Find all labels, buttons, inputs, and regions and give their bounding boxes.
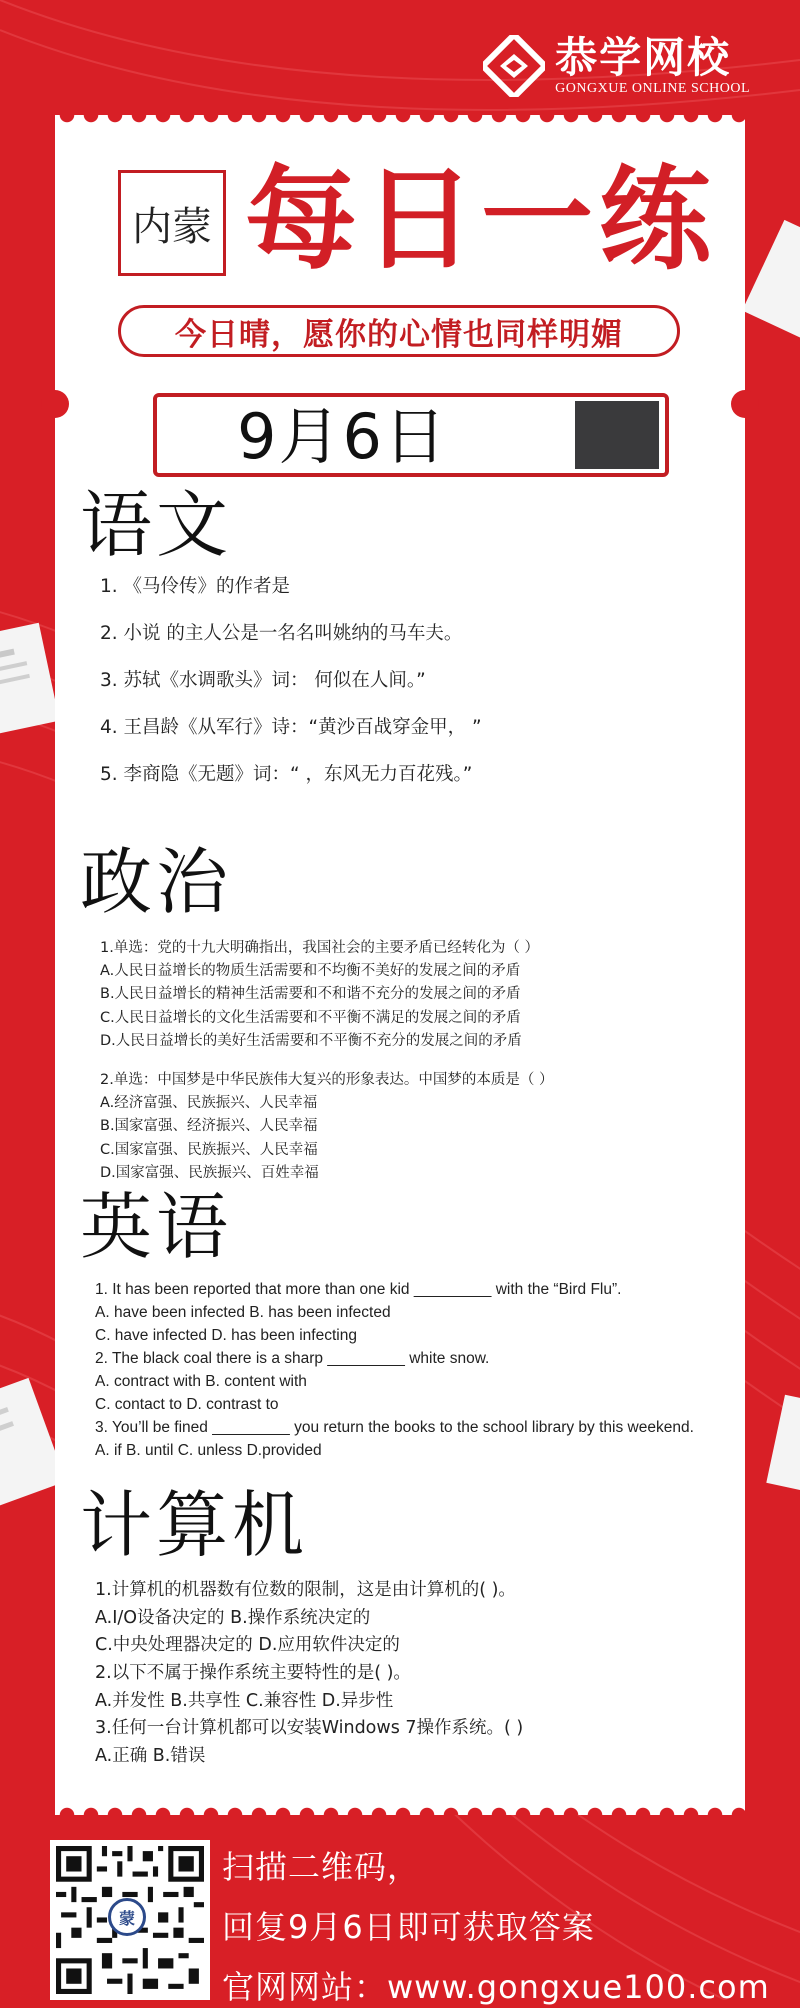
qr-code[interactable] [50,1840,210,2000]
paper-sheet-right-bottom [766,1395,800,1496]
english-line: C. have infected D. has been infecting [95,1327,357,1344]
computer-line: A.正确 B.错误 [95,1746,206,1767]
english-line: 1. It has been reported that more than one kid _________ with the “Bird Flu”. [95,1281,622,1298]
chinese-question-list [100,570,700,805]
paper-sheet-left-top [0,623,60,737]
chinese-question: 5. 李商隐《无题》词：“ ，东风无力百花残。” [100,764,473,785]
brand-name: 恭学网校 [555,33,732,82]
politics-line: D.国家富强、民族振兴、百姓幸福 [100,1164,319,1181]
english-line: A. contract with B. content with [95,1373,307,1390]
date-bar [153,393,669,477]
date-decoration-block [575,401,659,469]
english-question-list [95,1278,735,1462]
politics-line: B.人民日益增长的精神生活需要和不和谐不充分的发展之间的矛盾 [100,986,521,1003]
brand-logo[interactable] [483,35,750,97]
politics-spacer [100,1053,700,1069]
page-title: 每日一练 [245,155,717,285]
chinese-question: 4. 王昌龄《从军行》诗：“黄沙百战穿金甲， ” [100,717,482,738]
politics-line: C.人民日益增长的文化生活需要和不平衡不满足的发展之间的矛盾 [100,1009,521,1026]
computer-line: 3.任何一台计算机都可以安装Windows 7操作系统。( ) [95,1718,524,1739]
answer-instruction: 回复9月6日即可获取答案 [222,1908,595,1946]
scan-prompt: 扫描二维码， [222,1848,421,1886]
english-line: 2. The black coal there is a sharp _________ white snow. [95,1350,490,1367]
gongxue-logo-icon [483,35,545,97]
section-title-politics: 政治 [80,840,233,924]
chinese-question: 1. 《马伶传》的作者是 [100,576,291,597]
region-label: 内蒙 [118,170,226,276]
card-scallop-bottom [55,1803,745,1815]
card-notch-right [731,390,759,418]
section-title-english: 英语 [80,1185,233,1269]
english-line: A. have been infected B. has been infected [95,1304,391,1321]
brand-subtitle: GONGXUE ONLINE SCHOOL [555,81,750,96]
footer [0,1830,800,2006]
chinese-question: 2. 小说 的主人公是一名名叫姚纳的马车夫。 [100,623,463,644]
english-line: 3. You’ll be fined _________ you return the books to the school library by this weekend. [95,1419,694,1436]
computer-line: 2.以下不属于操作系统主要特性的是( )。 [95,1663,411,1684]
politics-line: D.人民日益增长的美好生活需要和不平衡不充分的发展之间的矛盾 [100,1032,522,1049]
exercise-card [55,115,745,1815]
politics-line: B.国家富强、经济振兴、人民幸福 [100,1118,318,1135]
slogan-banner: 今日晴，愿你的心情也同样明媚 [118,305,680,357]
politics-line: 1.单选：党的十九大明确指出，我国社会的主要矛盾已经转化为（ ） [100,940,539,956]
card-scallop-top [55,115,745,127]
computer-question-list [95,1577,715,1771]
card-notch-left [41,390,69,418]
computer-line: C.中央处理器决定的 D.应用软件决定的 [95,1635,400,1656]
computer-line: 1.计算机的机器数有位数的限制，这是由计算机的( )。 [95,1580,516,1600]
paper-sheet-right-top [742,220,800,340]
politics-line: 2.单选：中国梦是中华民族伟大复兴的形象表达。中国梦的本质是（ ） [100,1071,554,1088]
politics-question-list [100,937,700,1185]
qr-center-badge: 蒙 [108,1898,146,1936]
section-title-computer: 计算机 [80,1483,309,1567]
politics-line: C.国家富强、民族振兴、人民幸福 [100,1141,318,1158]
computer-line: A.I/O设备决定的 B.操作系统决定的 [95,1607,371,1628]
website-link[interactable]: 官网网站：www.gongxue100.com [222,1968,770,2006]
politics-line: A.人民日益增长的物质生活需要和不均衡不美好的发展之间的矛盾 [100,963,521,980]
politics-line: A.经济富强、民族振兴、人民幸福 [100,1095,318,1112]
computer-line: A.并发性 B.共享性 C.兼容性 D.异步性 [95,1690,394,1711]
english-line: A. if B. until C. unless D.provided [95,1442,322,1459]
section-title-chinese: 语文 [80,483,233,567]
english-line: C. contact to D. contrast to [95,1396,279,1413]
chinese-question: 3. 苏轼《水调歌头》词： 何似在人间。” [100,670,426,691]
date-label: 9月6日 [237,400,448,473]
